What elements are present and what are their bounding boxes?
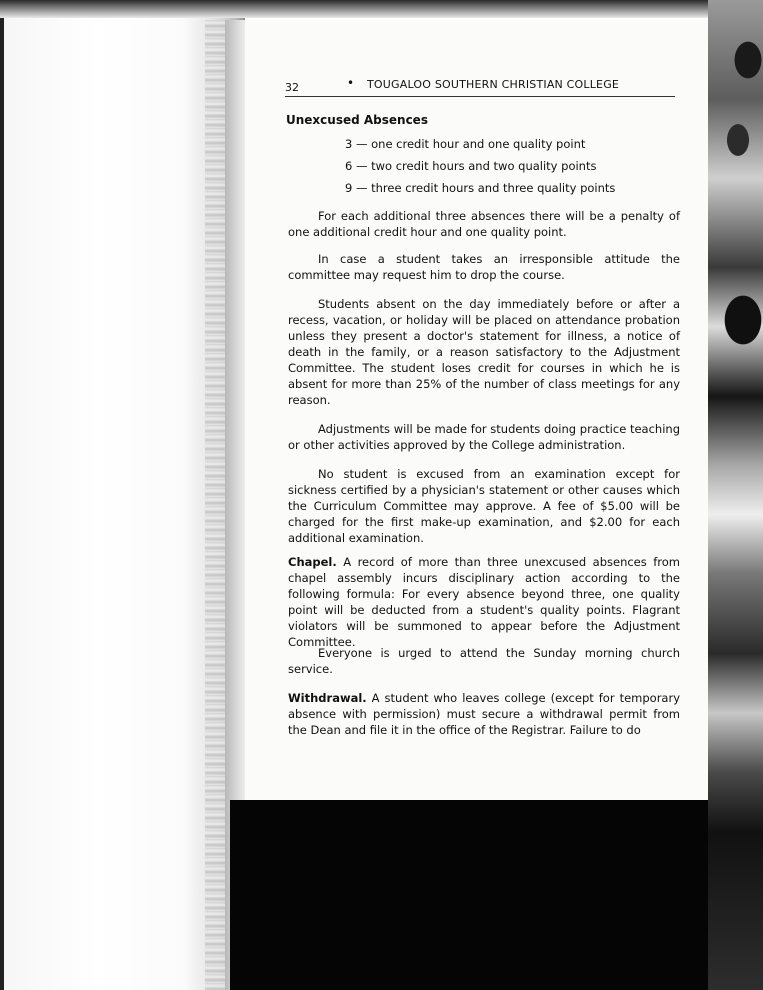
paragraph: In case a student takes an irresponsible attitude the committee may request him to drop the course. — [288, 252, 680, 282]
penalty-line: 3 — one credit hour and one quality point — [345, 137, 586, 151]
adjacent-page-photo — [708, 0, 763, 990]
page-number: 32 — [285, 81, 299, 94]
paragraph: Adjustments will be made for students doing practice teaching or other activities approved by the College administration. — [288, 422, 680, 452]
withdrawal-paragraph: Withdrawal. A student who leaves college (except for temporary absence with permission) must secure a withdrawal permit from the Dean and file it in the office of the Registrar. Failure to do — [288, 691, 681, 737]
withdrawal-run-in: Withdrawal. — [288, 691, 367, 705]
scan-bottom-dark-area — [230, 800, 763, 990]
header-dot: • — [347, 76, 355, 90]
penalty-line: 6 — two credit hours and two quality points — [345, 159, 597, 173]
running-head: TOUGALOO SOUTHERN CHRISTIAN COLLEGE — [367, 78, 620, 91]
chapel-run-in: Chapel. — [288, 555, 337, 569]
paragraph: For each additional three absences there will be a penalty of one additional credit hour and one quality point. — [288, 209, 680, 239]
section-heading: Unexcused Absences — [286, 113, 428, 127]
paragraph: Students absent on the day immediately before or after a recess, vacation, or holiday will be placed on attendance probation unless they present a doctor's statement for illness, a notice of death in the family, or a reason satisfactory to the Adjustment Committee. The student loses credit for courses in which he is absent for more than 25% of the number of class meetings for any reason. — [288, 297, 680, 407]
scan-top-edge — [0, 0, 763, 18]
penalty-line: 9 — three credit hours and three quality points — [345, 181, 616, 195]
paragraph: No student is excused from an examination except for sickness certified by a physician's statement or other causes which the Curriculum Committee may approve. A fee of $5.00 will be charged for the first make-up examination, and $2.00 for each additional examination. — [288, 467, 680, 545]
scan-left-edge — [0, 0, 4, 990]
page-header — [285, 78, 675, 97]
chapel-paragraph: Chapel. A record of more than three unexcused absences from chapel assembly incurs disciplinary action according to the following formula: For every absence beyond three, one quality point will be deducted from a student's quality points. Flagrant violators will be summoned to appear before the Adjustment Committee. — [288, 555, 680, 649]
sunday-paragraph: Everyone is urged to attend the Sunday morning church service. — [288, 646, 680, 676]
book-gutter — [205, 20, 225, 990]
